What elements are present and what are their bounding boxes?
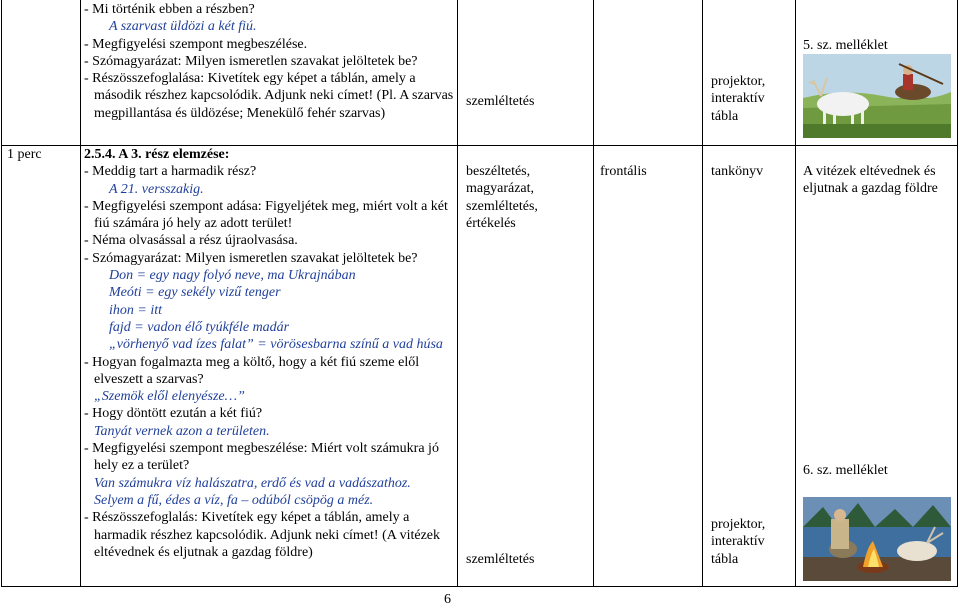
row2-summary: - Részösszefoglalás: Kivetítek egy képet a táblán, amely a harmadik részhez kapcsolódik. Adjunk neki címet! (A vitézek eltévednek és eljutnak a gazdag földre) xyxy=(84,510,441,560)
row2-attachment-bottom: 6. sz. melléklet xyxy=(803,463,888,478)
row2-question-4: - Megfigyelési szempont megbeszélése: Miért volt számukra jó hely ez a terület? xyxy=(84,441,439,474)
row2-tools-top: tankönyv xyxy=(711,164,764,179)
row1-observation: - Megfigyelési szempont megbeszélése. xyxy=(84,36,308,52)
row1-tools: projektor, interaktív tábla xyxy=(711,74,766,124)
row2-method-top: beszéltetés, magyarázat, szemléltetés, értékelés xyxy=(466,164,538,231)
row2-answer-3: Tanyát vernek azon a területen. xyxy=(94,423,270,439)
vocab-definition-vorhenyo: „vörhenyő vad ízes falat” = vörösesbarna színű a vad húsa xyxy=(109,337,443,353)
row2-attachment-top: A vitézek eltévednek és eljutnak a gazdag földre xyxy=(803,164,938,197)
row1-content xyxy=(84,1,454,122)
row2-answer-1: A 21. versszakig. xyxy=(109,181,204,197)
row2-observation: - Megfigyelési szempont adása: Figyeljétek meg, miért volt a két fiú számára jó hely az adott terület! xyxy=(84,198,448,232)
row2-answer-4b: Selyem a fű, édes a víz, fa – odúból csöpög a méz. xyxy=(94,492,374,508)
row2-vocabulary: - Szómagyarázat: Milyen ismeretlen szavakat jelöltetek be? xyxy=(84,250,418,266)
row2-time: 1 perc xyxy=(7,147,42,162)
row1-question: - Mi történik ebben a részben? xyxy=(84,2,255,17)
row2-question-2: - Hogyan fogalmazta meg a költő, hogy a két fiú szeme elől elveszett a szarvas? xyxy=(84,354,420,387)
hunting-scene-image xyxy=(803,54,951,138)
row1-summary: - Részösszefoglalása: Kivetítek egy képet a táblán, amely a második részhez kapcsolódik. Adjunk neki címet! (Pl. A szarvas megpillantása és üldözése; Menekülő fehér szarvas) xyxy=(84,71,454,121)
row1-answer: A szarvast üldözi a két fiú. xyxy=(109,19,257,35)
vocab-definition-don: Don = egy nagy folyó neve, ma Ukrajnában xyxy=(109,268,356,284)
row2-question-3: - Hogy döntött ezután a két fiú? xyxy=(84,406,263,422)
vocab-definition-ihon: ihon = itt xyxy=(109,302,163,318)
row1-vocabulary: - Szómagyarázat: Milyen ismeretlen szavakat jelöltetek be? xyxy=(84,53,418,69)
page-number: 6 xyxy=(444,592,451,607)
campfire-scene-image xyxy=(803,497,951,581)
row2-question-1: - Meddig tart a harmadik rész? xyxy=(84,164,257,180)
row1-attachment: 5. sz. melléklet xyxy=(803,38,888,53)
row2-workform: frontális xyxy=(600,164,647,179)
row1-method: szemléltetés xyxy=(466,94,535,109)
row2-answer-4a: Van számukra víz halászatra, erdő és vad a vadászathoz. xyxy=(94,475,411,491)
row2-silent-reading: - Néma olvasással a rész újraolvasása. xyxy=(84,233,298,249)
row2-tools-bottom: projektor, interaktív tábla xyxy=(711,517,766,567)
row2-content xyxy=(84,146,454,561)
row2-heading: 2.5.4. A 3. rész elemzése: xyxy=(84,147,230,162)
row2-answer-2: „Szemök elől elenyésze…” xyxy=(94,389,245,405)
vocab-definition-meoti: Meóti = egy sekély vizű tenger xyxy=(109,285,281,301)
vocab-definition-fajd: fajd = vadon élő tyúkféle madár xyxy=(109,319,290,335)
row2-method-bottom: szemléltetés xyxy=(466,552,535,567)
